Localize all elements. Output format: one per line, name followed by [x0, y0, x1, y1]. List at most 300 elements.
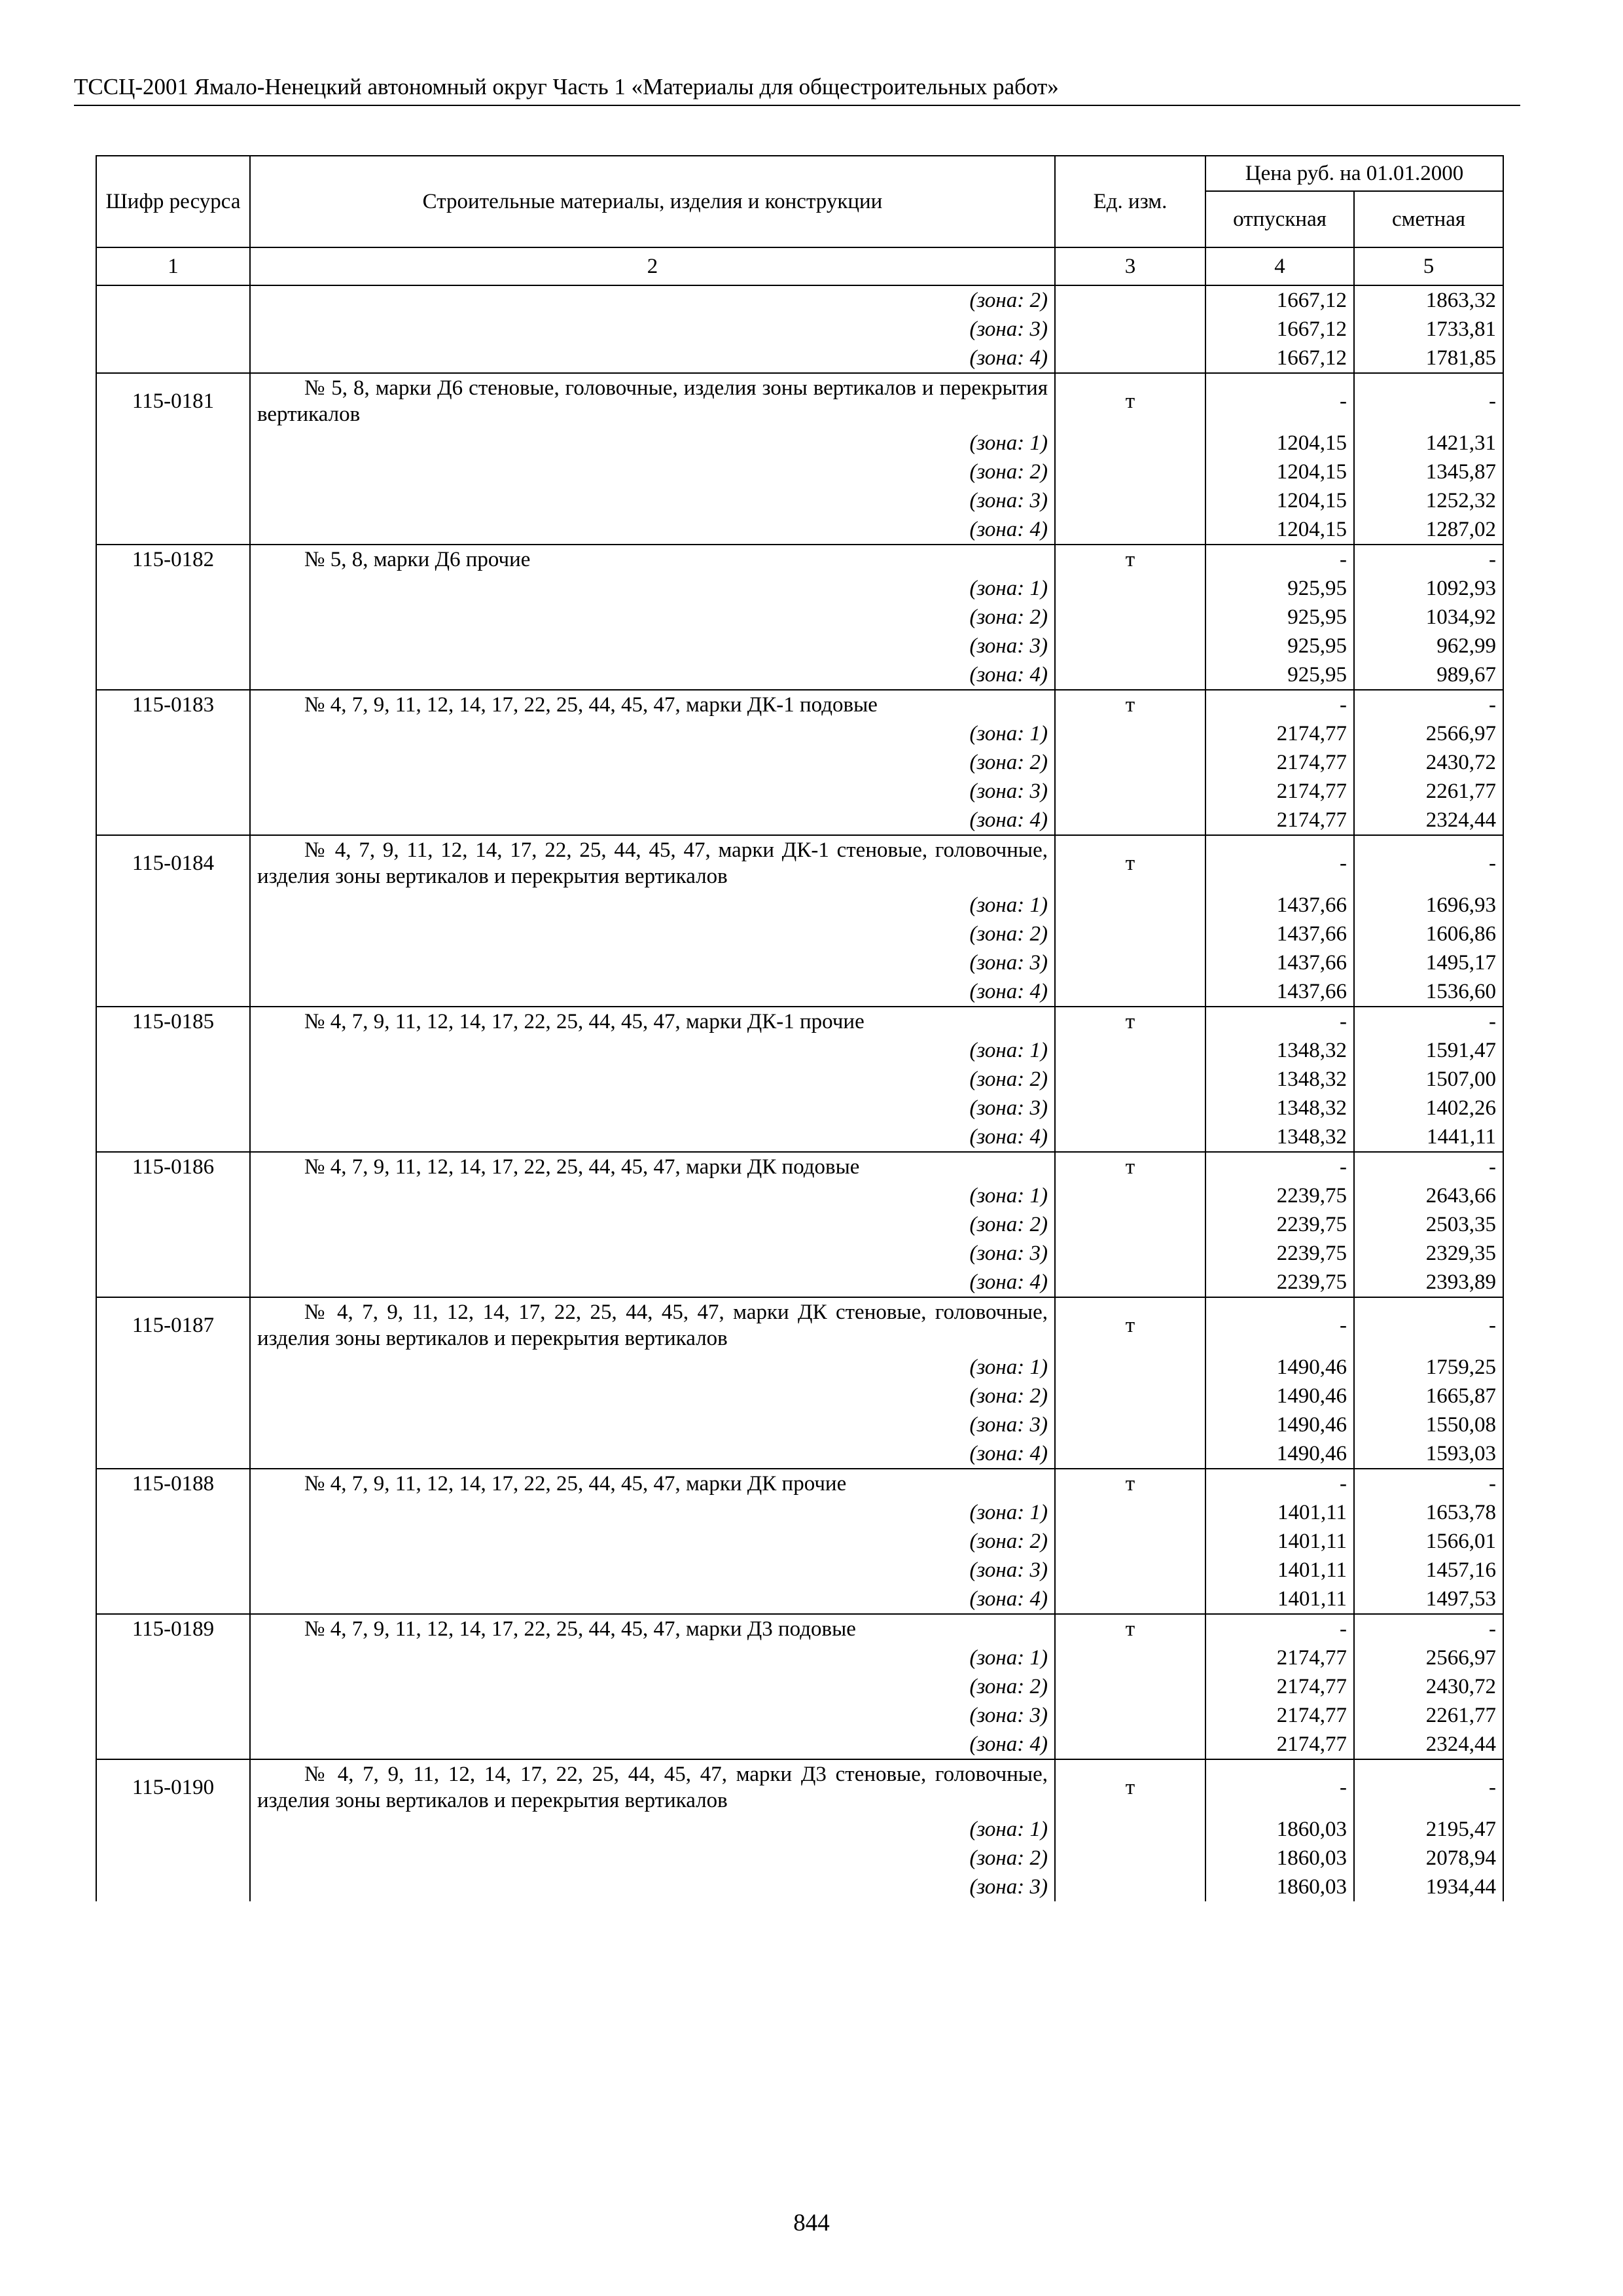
unit-cell	[1055, 1210, 1205, 1239]
release-price: 2174,77	[1205, 1730, 1354, 1759]
estimate-price: -	[1354, 1759, 1503, 1815]
release-price: -	[1205, 1152, 1354, 1181]
release-price: 1860,03	[1205, 1844, 1354, 1873]
unit-cell	[1055, 1382, 1205, 1410]
code-cell	[96, 1065, 250, 1094]
code-cell	[96, 1036, 250, 1065]
zone-row	[96, 574, 1503, 603]
estimate-price: 1402,26	[1354, 1094, 1503, 1122]
release-price: -	[1205, 1297, 1354, 1353]
unit-cell	[1055, 977, 1205, 1007]
code-cell	[96, 948, 250, 977]
unit-cell	[1055, 1585, 1205, 1614]
estimate-price: 1593,03	[1354, 1439, 1503, 1469]
estimate-price: 2261,77	[1354, 777, 1503, 806]
estimate-price: 2324,44	[1354, 806, 1503, 835]
code-cell	[96, 1181, 250, 1210]
code-cell	[96, 777, 250, 806]
zone-row	[96, 1382, 1503, 1410]
code-cell	[96, 515, 250, 545]
material-description: № 4, 7, 9, 11, 12, 14, 17, 22, 25, 44, 45, 47, марки ДК-1 прочие	[304, 1010, 865, 1033]
zone-label: (зона: 3)	[250, 315, 1055, 344]
release-price: 1348,32	[1205, 1036, 1354, 1065]
resource-code: 115-0181	[96, 373, 250, 429]
estimate-price: 2566,97	[1354, 1643, 1503, 1672]
zone-label: (зона: 1)	[250, 1036, 1055, 1065]
code-cell	[96, 574, 250, 603]
code-cell	[96, 1439, 250, 1469]
estimate-price: 1696,93	[1354, 891, 1503, 920]
release-price: 1204,15	[1205, 515, 1354, 545]
estimate-price: 2324,44	[1354, 1730, 1503, 1759]
release-price: 2174,77	[1205, 1672, 1354, 1701]
estimate-price: 989,67	[1354, 660, 1503, 690]
resource-code: 115-0182	[96, 545, 250, 574]
table-body	[96, 285, 1503, 1901]
table-row	[96, 1759, 1503, 1815]
zone-row	[96, 977, 1503, 1007]
release-price: 1401,11	[1205, 1585, 1354, 1614]
estimate-price: 2503,35	[1354, 1210, 1503, 1239]
zone-label: (зона: 1)	[250, 1498, 1055, 1527]
estimate-price: 2195,47	[1354, 1815, 1503, 1844]
estimate-price: 1287,02	[1354, 515, 1503, 545]
release-price: 1667,12	[1205, 285, 1354, 315]
zone-row	[96, 1094, 1503, 1122]
zone-label: (зона: 1)	[250, 1353, 1055, 1382]
release-price: 1204,15	[1205, 457, 1354, 486]
zone-row	[96, 1672, 1503, 1701]
zone-label: (зона: 2)	[250, 603, 1055, 632]
unit-cell	[1055, 603, 1205, 632]
unit-cell	[1055, 1701, 1205, 1730]
estimate-price: 1606,86	[1354, 920, 1503, 948]
zone-label: (зона: 3)	[250, 777, 1055, 806]
unit-cell	[1055, 285, 1205, 315]
header-price-group: Цена руб. на 01.01.2000	[1205, 156, 1503, 191]
code-cell	[96, 486, 250, 515]
zone-row	[96, 1643, 1503, 1672]
header-name: Строительные материалы, изделия и конструкции	[250, 156, 1055, 247]
zone-label: (зона: 2)	[250, 1210, 1055, 1239]
release-price: 1204,15	[1205, 486, 1354, 515]
release-price: 1437,66	[1205, 891, 1354, 920]
zone-label: (зона: 1)	[250, 429, 1055, 457]
zone-row	[96, 515, 1503, 545]
zone-row	[96, 429, 1503, 457]
resource-code: 115-0188	[96, 1469, 250, 1498]
code-cell	[96, 344, 250, 373]
unit-of-measure: т	[1055, 373, 1205, 429]
code-cell	[96, 1672, 250, 1701]
material-name	[250, 1759, 1055, 1815]
material-name	[250, 545, 1055, 574]
release-price: -	[1205, 1759, 1354, 1815]
zone-row	[96, 632, 1503, 660]
unit-of-measure: т	[1055, 545, 1205, 574]
code-cell	[96, 1585, 250, 1614]
release-price: 1401,11	[1205, 1498, 1354, 1527]
zone-row	[96, 1181, 1503, 1210]
material-name	[250, 1469, 1055, 1498]
estimate-price: 1934,44	[1354, 1873, 1503, 1901]
estimate-price: 1252,32	[1354, 486, 1503, 515]
estimate-price: 1495,17	[1354, 948, 1503, 977]
estimate-price: 1441,11	[1354, 1122, 1503, 1152]
zone-label: (зона: 3)	[250, 632, 1055, 660]
unit-cell	[1055, 1239, 1205, 1268]
estimate-price: -	[1354, 1007, 1503, 1036]
zone-row	[96, 1036, 1503, 1065]
unit-of-measure: т	[1055, 1007, 1205, 1036]
material-name	[250, 1152, 1055, 1181]
code-cell	[96, 1498, 250, 1527]
estimate-price: 1665,87	[1354, 1382, 1503, 1410]
zone-row	[96, 1410, 1503, 1439]
unit-cell	[1055, 1353, 1205, 1382]
code-cell	[96, 1122, 250, 1152]
zone-label: (зона: 4)	[250, 1585, 1055, 1614]
release-price: 1667,12	[1205, 315, 1354, 344]
zone-label: (зона: 2)	[250, 1065, 1055, 1094]
release-price: 1667,12	[1205, 344, 1354, 373]
release-price: -	[1205, 835, 1354, 891]
zone-row	[96, 1815, 1503, 1844]
zone-row	[96, 1844, 1503, 1873]
column-number: 5	[1354, 247, 1503, 285]
zone-row	[96, 920, 1503, 948]
unit-cell	[1055, 1036, 1205, 1065]
unit-cell	[1055, 777, 1205, 806]
material-description: № 4, 7, 9, 11, 12, 14, 17, 22, 25, 44, 45, 47, марки ДК-1 стеновые, головочные, изделия зоны вертикалов и перекрытия вертикалов	[257, 838, 1048, 888]
zone-label: (зона: 4)	[250, 660, 1055, 690]
zone-row	[96, 285, 1503, 315]
zone-row	[96, 719, 1503, 748]
code-cell	[96, 1527, 250, 1556]
zone-label: (зона: 1)	[250, 1815, 1055, 1844]
material-description: № 4, 7, 9, 11, 12, 14, 17, 22, 25, 44, 45, 47, марки ДК прочие	[304, 1472, 847, 1496]
zone-label: (зона: 2)	[250, 1527, 1055, 1556]
unit-cell	[1055, 574, 1205, 603]
unit-cell	[1055, 1410, 1205, 1439]
estimate-price: -	[1354, 545, 1503, 574]
page-header: ТССЦ-2001 Ямало-Ненецкий автономный округ Часть 1 «Материалы для общестроительных работ»	[74, 72, 1520, 106]
release-price: 1490,46	[1205, 1382, 1354, 1410]
resource-code: 115-0186	[96, 1152, 250, 1181]
code-cell	[96, 1873, 250, 1901]
estimate-price: 2078,94	[1354, 1844, 1503, 1873]
release-price: 1401,11	[1205, 1527, 1354, 1556]
zone-label: (зона: 3)	[250, 1410, 1055, 1439]
code-cell	[96, 1730, 250, 1759]
unit-cell	[1055, 920, 1205, 948]
release-price: -	[1205, 690, 1354, 719]
code-cell	[96, 748, 250, 777]
code-cell	[96, 920, 250, 948]
estimate-price: -	[1354, 690, 1503, 719]
estimate-price: 2430,72	[1354, 748, 1503, 777]
code-cell	[96, 285, 250, 315]
resource-code: 115-0189	[96, 1614, 250, 1643]
unit-of-measure: т	[1055, 1297, 1205, 1353]
estimate-price: 2643,66	[1354, 1181, 1503, 1210]
release-price: 925,95	[1205, 660, 1354, 690]
table-row	[96, 835, 1503, 891]
zone-label: (зона: 4)	[250, 344, 1055, 373]
zone-row	[96, 806, 1503, 835]
unit-cell	[1055, 806, 1205, 835]
zone-label: (зона: 4)	[250, 1439, 1055, 1469]
code-cell	[96, 1643, 250, 1672]
zone-label: (зона: 3)	[250, 1701, 1055, 1730]
estimate-price: 2329,35	[1354, 1239, 1503, 1268]
resource-code: 115-0190	[96, 1759, 250, 1815]
table-row	[96, 1007, 1503, 1036]
material-name	[250, 1297, 1055, 1353]
code-cell	[96, 1701, 250, 1730]
zone-row	[96, 457, 1503, 486]
unit-cell	[1055, 1181, 1205, 1210]
header-estimate-price: сметная	[1354, 191, 1503, 247]
unit-cell	[1055, 1844, 1205, 1873]
zone-row	[96, 1527, 1503, 1556]
code-cell	[96, 1239, 250, 1268]
zone-row	[96, 948, 1503, 977]
estimate-price: 1759,25	[1354, 1353, 1503, 1382]
resource-code: 115-0184	[96, 835, 250, 891]
code-cell	[96, 1382, 250, 1410]
zone-row	[96, 1701, 1503, 1730]
estimate-price: -	[1354, 1614, 1503, 1643]
zone-label: (зона: 4)	[250, 1268, 1055, 1297]
table-row	[96, 1614, 1503, 1643]
zone-row	[96, 1873, 1503, 1901]
column-number: 4	[1205, 247, 1354, 285]
unit-of-measure: т	[1055, 1759, 1205, 1815]
zone-label: (зона: 3)	[250, 1873, 1055, 1901]
estimate-price: 1536,60	[1354, 977, 1503, 1007]
release-price: 925,95	[1205, 632, 1354, 660]
table-row	[96, 373, 1503, 429]
release-price: 1490,46	[1205, 1410, 1354, 1439]
estimate-price: 1345,87	[1354, 457, 1503, 486]
zone-row	[96, 1353, 1503, 1382]
material-description: № 4, 7, 9, 11, 12, 14, 17, 22, 25, 44, 45, 47, марки Д3 стеновые, головочные, изделия зоны вертикалов и перекрытия вертикалов	[257, 1763, 1048, 1812]
estimate-price: -	[1354, 1469, 1503, 1498]
unit-cell	[1055, 1643, 1205, 1672]
estimate-price: -	[1354, 1297, 1503, 1353]
material-description: № 5, 8, марки Д6 стеновые, головочные, изделия зоны вертикалов и перекрытия вертикалов	[257, 376, 1048, 426]
code-cell	[96, 1268, 250, 1297]
release-price: 1348,32	[1205, 1094, 1354, 1122]
unit-cell	[1055, 315, 1205, 344]
release-price: 1490,46	[1205, 1353, 1354, 1382]
release-price: 925,95	[1205, 603, 1354, 632]
zone-label: (зона: 4)	[250, 515, 1055, 545]
estimate-price: 1507,00	[1354, 1065, 1503, 1094]
material-description: № 5, 8, марки Д6 прочие	[304, 548, 531, 571]
zone-label: (зона: 1)	[250, 719, 1055, 748]
zone-row	[96, 1439, 1503, 1469]
zone-row	[96, 777, 1503, 806]
material-name	[250, 1007, 1055, 1036]
page-number: 844	[793, 2210, 830, 2236]
estimate-price: 1497,53	[1354, 1585, 1503, 1614]
unit-cell	[1055, 748, 1205, 777]
unit-cell	[1055, 1094, 1205, 1122]
header-release-price: отпускная	[1205, 191, 1354, 247]
zone-label: (зона: 1)	[250, 574, 1055, 603]
estimate-price: 2261,77	[1354, 1701, 1503, 1730]
table-row	[96, 690, 1503, 719]
resource-code: 115-0183	[96, 690, 250, 719]
zone-label: (зона: 4)	[250, 806, 1055, 835]
table-row	[96, 1152, 1503, 1181]
material-name	[250, 373, 1055, 429]
column-number: 3	[1055, 247, 1205, 285]
zone-label: (зона: 4)	[250, 1730, 1055, 1759]
code-cell	[96, 1353, 250, 1382]
column-number: 1	[96, 247, 250, 285]
release-price: 1348,32	[1205, 1065, 1354, 1094]
material-description: № 4, 7, 9, 11, 12, 14, 17, 22, 25, 44, 45, 47, марки Д3 подовые	[304, 1617, 856, 1641]
release-price: 1401,11	[1205, 1556, 1354, 1585]
release-price: 1490,46	[1205, 1439, 1354, 1469]
release-price: 1860,03	[1205, 1815, 1354, 1844]
estimate-price: 1457,16	[1354, 1556, 1503, 1585]
resource-code: 115-0185	[96, 1007, 250, 1036]
release-price: 2174,77	[1205, 1701, 1354, 1730]
unit-cell	[1055, 1730, 1205, 1759]
unit-cell	[1055, 1439, 1205, 1469]
zone-label: (зона: 2)	[250, 1844, 1055, 1873]
release-price: 1348,32	[1205, 1122, 1354, 1152]
code-cell	[96, 429, 250, 457]
release-price: -	[1205, 1007, 1354, 1036]
unit-cell	[1055, 486, 1205, 515]
estimate-price: 2566,97	[1354, 719, 1503, 748]
estimate-price: 1863,32	[1354, 285, 1503, 315]
material-name	[250, 690, 1055, 719]
zone-label: (зона: 2)	[250, 457, 1055, 486]
release-price: 2174,77	[1205, 748, 1354, 777]
zone-row	[96, 1730, 1503, 1759]
zone-row	[96, 315, 1503, 344]
table-row	[96, 545, 1503, 574]
resource-code: 115-0187	[96, 1297, 250, 1353]
code-cell	[96, 1815, 250, 1844]
estimate-price: -	[1354, 1152, 1503, 1181]
unit-cell	[1055, 344, 1205, 373]
zone-row	[96, 1268, 1503, 1297]
unit-cell	[1055, 429, 1205, 457]
unit-cell	[1055, 515, 1205, 545]
estimate-price: -	[1354, 835, 1503, 891]
zone-label: (зона: 3)	[250, 486, 1055, 515]
release-price: 2174,77	[1205, 1643, 1354, 1672]
header-unit: Ед. изм.	[1055, 156, 1205, 247]
unit-of-measure: т	[1055, 835, 1205, 891]
code-cell	[96, 457, 250, 486]
unit-cell	[1055, 1498, 1205, 1527]
code-cell	[96, 315, 250, 344]
zone-row	[96, 660, 1503, 690]
code-cell	[96, 977, 250, 1007]
code-cell	[96, 1844, 250, 1873]
unit-cell	[1055, 632, 1205, 660]
zone-row	[96, 1585, 1503, 1614]
unit-of-measure: т	[1055, 1614, 1205, 1643]
code-cell	[96, 632, 250, 660]
zone-label: (зона: 2)	[250, 748, 1055, 777]
estimate-price: 962,99	[1354, 632, 1503, 660]
material-name	[250, 1614, 1055, 1643]
release-price: 2174,77	[1205, 719, 1354, 748]
release-price: 2239,75	[1205, 1268, 1354, 1297]
code-cell	[96, 660, 250, 690]
unit-cell	[1055, 1873, 1205, 1901]
zone-label: (зона: 2)	[250, 285, 1055, 315]
unit-cell	[1055, 719, 1205, 748]
zone-row	[96, 344, 1503, 373]
release-price: 1204,15	[1205, 429, 1354, 457]
table-row	[96, 1297, 1503, 1353]
zone-row	[96, 1065, 1503, 1094]
zone-label: (зона: 2)	[250, 920, 1055, 948]
code-cell	[96, 806, 250, 835]
table-row	[96, 1469, 1503, 1498]
zone-label: (зона: 2)	[250, 1382, 1055, 1410]
release-price: 2239,75	[1205, 1239, 1354, 1268]
material-name	[250, 835, 1055, 891]
release-price: 1437,66	[1205, 948, 1354, 977]
zone-row	[96, 1210, 1503, 1239]
zone-label: (зона: 1)	[250, 1643, 1055, 1672]
unit-cell	[1055, 1815, 1205, 1844]
estimate-price: 2393,89	[1354, 1268, 1503, 1297]
unit-cell	[1055, 1672, 1205, 1701]
zone-label: (зона: 3)	[250, 1556, 1055, 1585]
unit-of-measure: т	[1055, 1152, 1205, 1181]
release-price: 2239,75	[1205, 1181, 1354, 1210]
unit-cell	[1055, 1527, 1205, 1556]
zone-row	[96, 1122, 1503, 1152]
zone-label: (зона: 4)	[250, 977, 1055, 1007]
release-price: 1437,66	[1205, 977, 1354, 1007]
unit-cell	[1055, 891, 1205, 920]
unit-cell	[1055, 1556, 1205, 1585]
material-description: № 4, 7, 9, 11, 12, 14, 17, 22, 25, 44, 45, 47, марки ДК-1 подовые	[304, 693, 878, 717]
zone-row	[96, 486, 1503, 515]
unit-of-measure: т	[1055, 1469, 1205, 1498]
zone-row	[96, 1498, 1503, 1527]
release-price: 1437,66	[1205, 920, 1354, 948]
header-code: Шифр ресурса	[96, 156, 250, 247]
zone-label: (зона: 3)	[250, 1094, 1055, 1122]
release-price: 1860,03	[1205, 1873, 1354, 1901]
code-cell	[96, 719, 250, 748]
code-cell	[96, 603, 250, 632]
unit-cell	[1055, 1065, 1205, 1094]
code-cell	[96, 1556, 250, 1585]
estimate-price: 1421,31	[1354, 429, 1503, 457]
estimate-price: 1733,81	[1354, 315, 1503, 344]
zone-row	[96, 1556, 1503, 1585]
estimate-price: 1566,01	[1354, 1527, 1503, 1556]
code-cell	[96, 1210, 250, 1239]
estimate-price: 1591,47	[1354, 1036, 1503, 1065]
column-number: 2	[250, 247, 1055, 285]
